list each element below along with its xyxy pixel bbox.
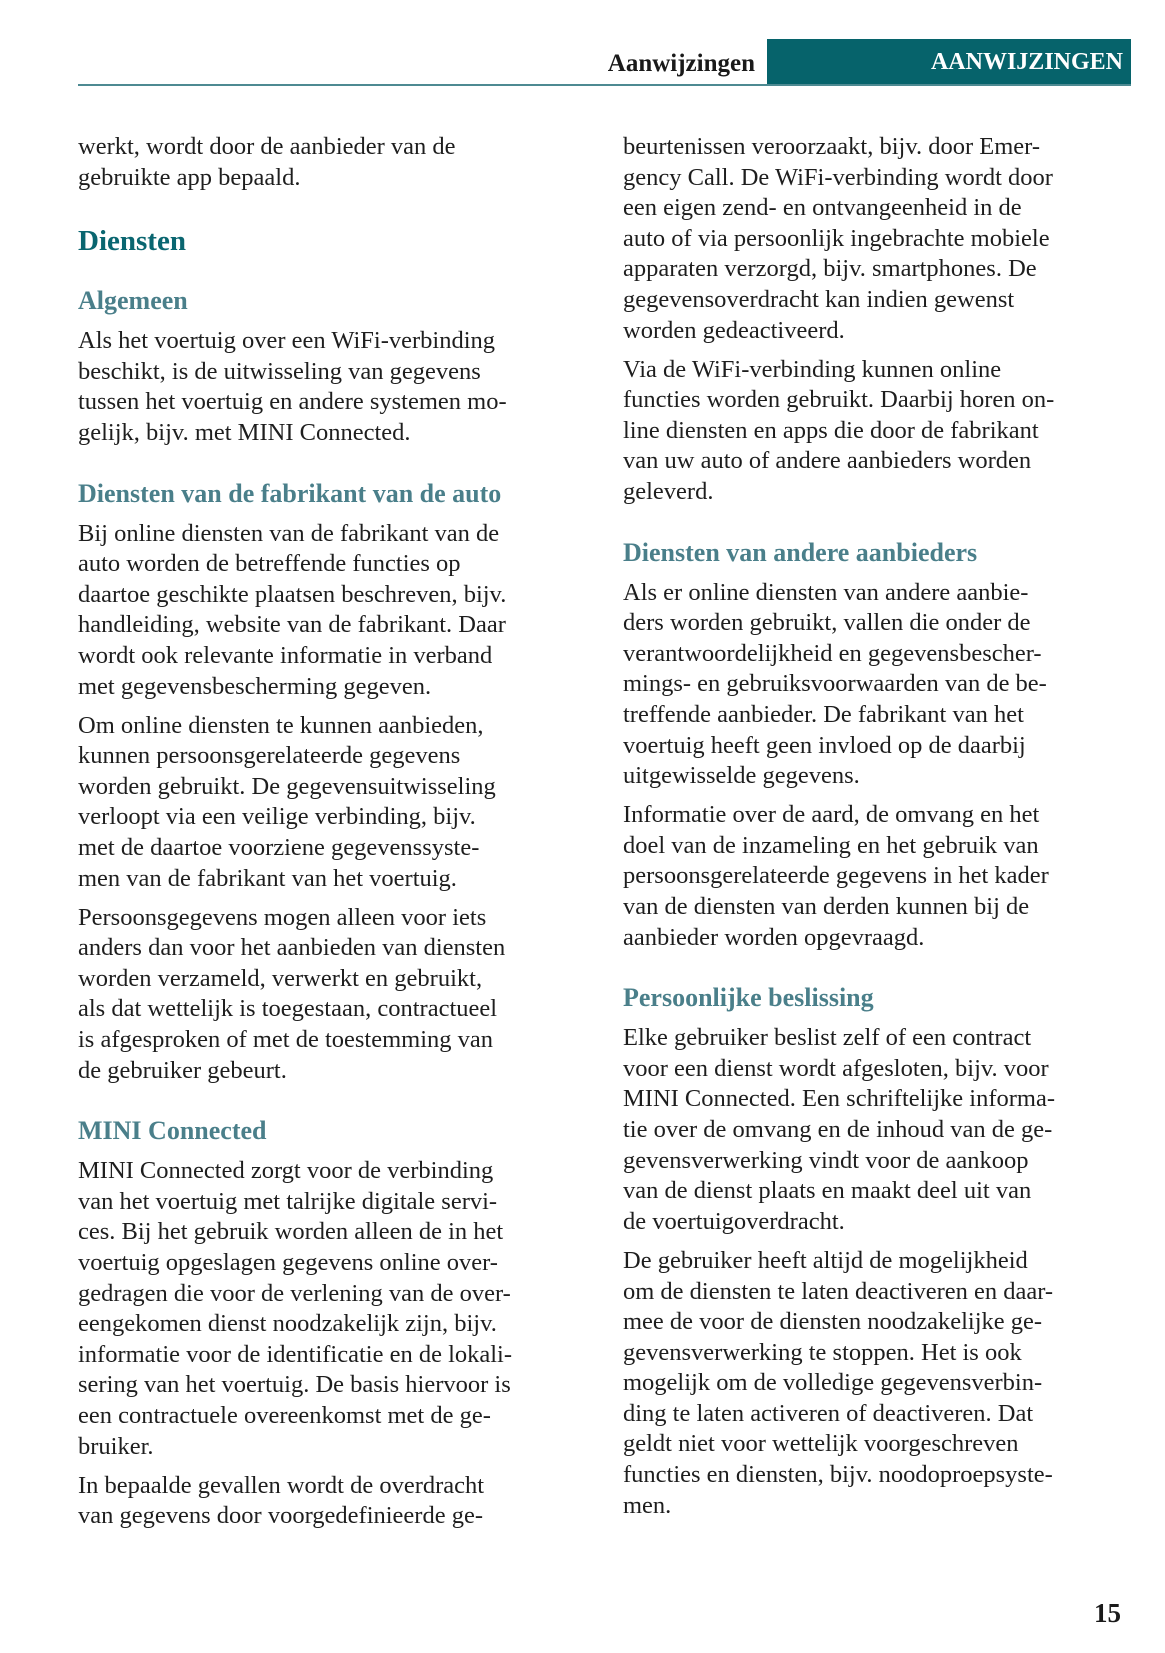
paragraph: MINI Connected zorgt voor de verbinding van het voertuig met talrijke digitale servi- ces. Bij het gebruik worden alleen de in het voertuig opgeslagen gegevens online over- gedragen die voor de verlening van de over- eengekomen dienst noodzakelijk zijn, bijv. informatie voor de identificatie en de lokali- sering van het voertuig. De basis hiervoor is een contractuele overeenkomst met de ge- bruiker. <box>78 1157 513 1460</box>
right-column <box>623 132 1128 1530</box>
paragraph: Via de WiFi-verbinding kunnen online functies worden gebruikt. Daarbij horen on- line diensten en apps die door de fabrikant van uw auto of andere aanbieders worden geleverd. <box>623 355 1055 506</box>
subheading-mini-connected: MINI Connected <box>78 1116 267 1146</box>
running-header-title: Aanwijzingen <box>607 50 755 77</box>
paragraph: werkt, wordt door de aanbieder van de gebruikte app bepaald. <box>78 133 456 191</box>
paragraph: Informatie over de aard, de omvang en het doel van de inzameling en het gebruik van persoonsgerelateerde gegevens in het kader van de diensten van derden kunnen bij de aanbieder worden opgevraagd. <box>623 801 1049 951</box>
subheading-persoonlijke-beslissing: Persoonlijke beslissing <box>623 983 874 1013</box>
paragraph: In bepaalde gevallen wordt de overdracht van gegevens door voorgedefinieerde ge- <box>78 1471 485 1530</box>
paragraph: beurtenissen veroorzaakt, bijv. door Emer- gency Call. De WiFi-verbinding wordt door een eigen zend- en ontvangeenheid in de auto of via persoonlijk ingebrachte mobiele apparaten verzorgd, bijv. smartphones. De gegevensoverdracht kan indien gewenst worden gedeactiveerd. <box>623 133 1053 344</box>
page-number: 15 <box>1094 1598 1121 1628</box>
header-rule <box>78 84 1131 86</box>
paragraph: De gebruiker heeft altijd de mogelijkheid om de diensten te laten deactiveren en daar- mee de voor de diensten noodzakelijke ge- gevensverwerking te stoppen. Het is ook mogelijk om de volledige gegevensverbin- ding te laten activeren of deactiveren. Dat geldt niet voor wettelijk voorgeschreven functies en diensten, bijv. noodoproepsyste- men. <box>623 1246 1054 1519</box>
paragraph: Bij online diensten van de fabrikant van de auto worden de betreffende functies op daartoe geschikte plaatsen beschreven, bijv. handleiding, website van de fabrikant. Daar wordt ook relevante informatie in verband met gegevensbescherming gegeven. <box>78 519 507 700</box>
subheading-diensten-andere-aanbieders: Diensten van andere aanbieders <box>623 537 978 567</box>
paragraph: Om online diensten te kunnen aanbieden, kunnen persoonsgerelateerde gegevens worden gebruikt. De gegevensuitwisseling verloopt via een veilige verbinding, bijv. met de daartoe voorziene gegevenssyste- men van de fabrikant van het voertuig. <box>78 711 496 892</box>
paragraph: Persoonsgegevens mogen alleen voor iets anders dan voor het aanbieden van diensten worden verzameld, verwerkt en gebruikt, als dat wettelijk is toegestaan, contractueel is afgesproken of met de toestemming van de gebruiker gebeurt. <box>78 903 506 1084</box>
left-column <box>78 132 583 1540</box>
section-heading-diensten: Diensten <box>78 225 186 258</box>
subheading-algemeen: Algemeen <box>78 286 188 316</box>
paragraph: Als er online diensten van andere aanbie- ders worden gebruikt, vallen die onder de verantwoordelijkheid en gegevensbescher- mings- en gebruiksvoorwaarden van de be- treffende aanbieder. De fabrikant van het voertuig heeft geen invloed op de daarbij uitgewisselde gegevens. <box>623 578 1047 790</box>
chapter-tab: AANWIJZINGEN <box>767 39 1131 86</box>
paragraph: Elke gebruiker beslist zelf of een contract voor een dienst wordt afgesloten, bijv. voor MINI Connected. Een schriftelijke informa- tie over de omvang en de inhoud van de ge- gevensverwerking vindt voor de aankoop van de dienst plaats en maakt deel uit van de voertuigoverdracht. <box>623 1024 1056 1235</box>
subheading-diensten-fabrikant: Diensten van de fabrikant van de auto <box>78 478 502 508</box>
paragraph: Als het voertuig over een WiFi-verbinding beschikt, is de uitwisseling van gegevens tussen het voertuig en andere systemen mo- gelijk, bijv. met MINI Connected. <box>78 327 507 446</box>
